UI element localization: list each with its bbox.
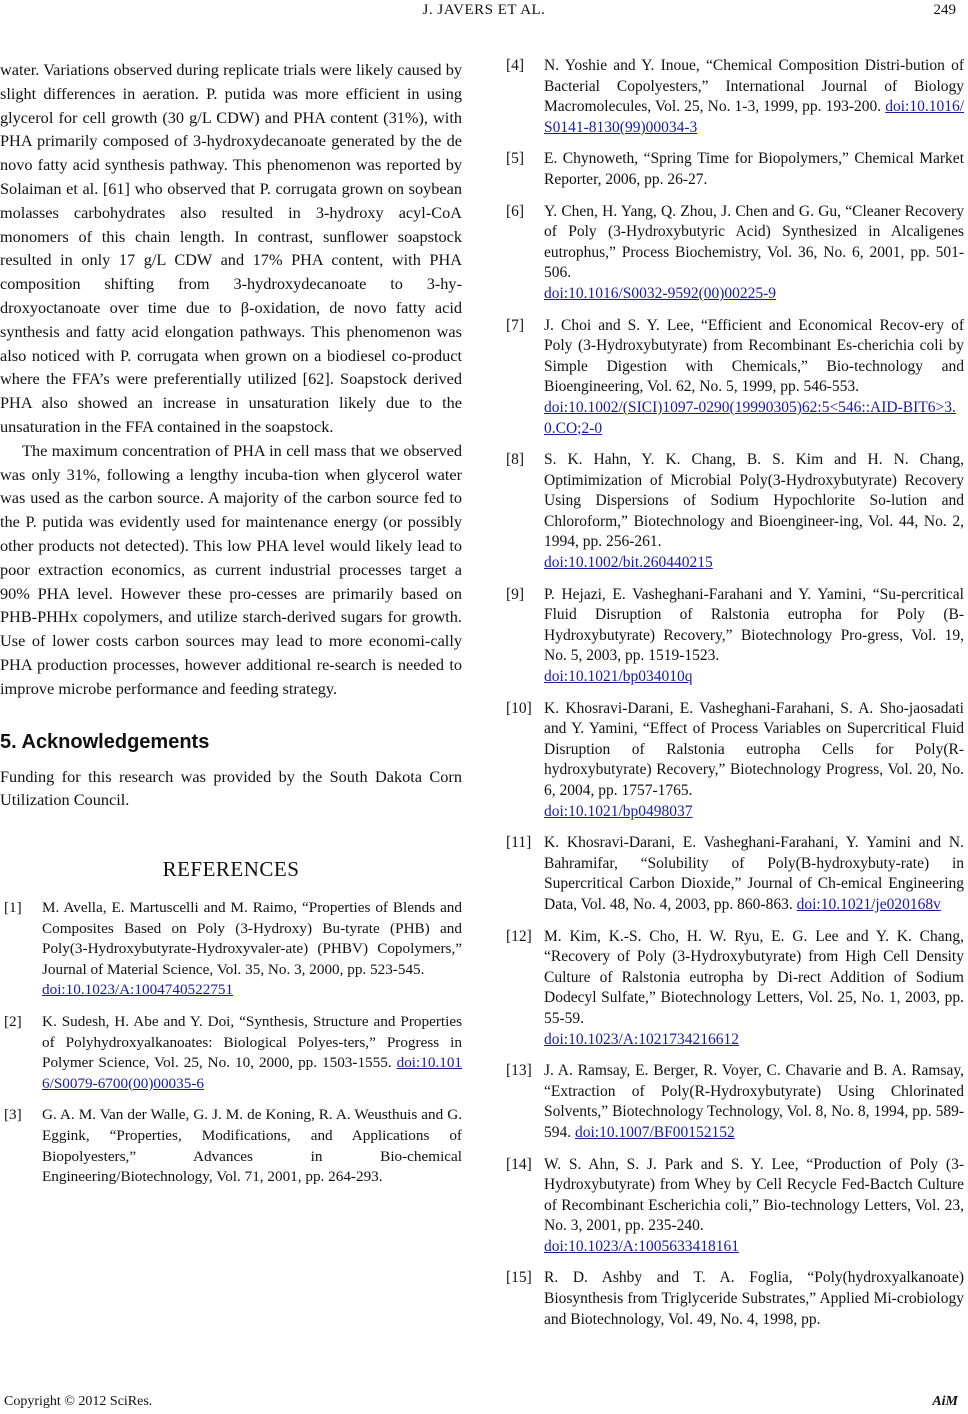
reference-text: S. K. Hahn, Y. K. Chang, B. S. Kim and H. N. Chang, Optimimization of Microbial Poly(3-Hydroxybutyrate) Recovery Using Dispersions of Sodium Hypochlorite So-lution and Chloroform,” Biotechnology and Bioengineer-ing, Vol. 44, No. 2, 1994, pp. 256-261. <box>544 451 964 551</box>
reference-list-left <box>0 898 462 1188</box>
doi-link[interactable]: doi:10.1021/je020168v <box>796 895 941 913</box>
page-number: 249 <box>933 2 956 18</box>
reference-text: J. Choi and S. Y. Lee, “Efficient and Economical Recov-ery of Poly (3-Hydroxybutyrate) from Recombinant Es-cherichia coli by Simple Digestion with Chemicals,” Bio-technology and Bioengineering, Vol. 62, No. 5, 1999, pp. 546-553. <box>544 316 964 396</box>
reference-number: [9] <box>506 585 525 603</box>
reference-item <box>506 1155 964 1258</box>
page-footer <box>0 1392 968 1412</box>
reference-number: [3] <box>4 1106 22 1124</box>
doi-link[interactable]: doi:10.1021/bp034010q <box>544 668 693 686</box>
reference-list-right <box>506 56 964 1330</box>
reference-item <box>506 56 964 138</box>
reference-number: [5] <box>506 150 525 168</box>
doi-link[interactable]: doi:10.1023/A:1004740522751 <box>42 981 234 999</box>
reference-text: R. D. Ashby and T. A. Foglia, “Poly(hydroxyalkanoate) Biosynthesis from Triglyceride Substrates,” Applied Mi-crobiology and Biotechnology, Vol. 49, No. 4, 1998, pp. <box>544 1269 964 1328</box>
reference-item <box>506 1061 964 1143</box>
reference-item <box>0 898 462 1001</box>
references-heading: REFERENCES <box>162 857 300 882</box>
copyright-notice: Copyright © 2012 SciRes. <box>4 1394 153 1409</box>
reference-number: [10] <box>506 699 532 717</box>
reference-text: P. Hejazi, E. Vasheghani-Farahani and Y. Yamini, “Su-percritical Fluid Disruption of Ralstonia eutropha for Poly (B-Hydroxybutyrate) Recovery,” Biotechnology Pro-gress, Vol. 19, No. 5, 2003, pp. 1519-1523. <box>544 585 964 665</box>
reference-item <box>506 450 964 574</box>
reference-item <box>506 202 964 305</box>
reference-number: [14] <box>506 1155 532 1173</box>
reference-text: J. A. Ramsay, E. Berger, R. Voyer, C. Chavarie and B. A. Ramsay, “Extraction of Poly(R-Hydroxybutyrate) Using Chlorinated Solvents,” Biotechnology Technology, Vol. 8, No. 8, 1994, pp. 589-594. <box>544 1062 964 1141</box>
reference-text: W. S. Ahn, S. J. Park and S. Y. Lee, “Production of Poly (3-Hydroxybutyrate) from Whey by Cell Recycle Fed-Bactch Culture of Recombinant Escherichia coli,” Bio-technology Letters, Vol. 23, No. 3, 2001, pp. 235-240. <box>544 1155 964 1235</box>
doi-link[interactable]: doi:10.1002/bit.260440215 <box>544 554 713 572</box>
reference-number: [11] <box>506 834 532 852</box>
reference-item <box>506 149 964 190</box>
reference-text: K. Khosravi-Darani, E. Vasheghani-Farahani, S. A. Sho-jaosadati and Y. Yamini, “Effect of Process Variables on Supercritical Fluid Disruption of Ralstonia eutropha Cells for Poly(R-hydroxybutyrate) Recovery,” Biotechnology Progress, Vol. 20, No. 6, 2004, pp. 1757-1765. <box>544 699 964 799</box>
doi-link[interactable]: doi:10.1016/S0032-9592(00)00225-9 <box>544 284 777 302</box>
reference-number: [4] <box>506 57 525 74</box>
reference-item <box>506 1268 964 1330</box>
running-title: J. JAVERS ET AL. <box>422 2 546 18</box>
acknowledgements-heading: 5. Acknowledgements <box>0 730 210 753</box>
reference-text: M. Avella, E. Martuscelli and M. Raimo, “Properties of Blends and Composites Based on Poly (3-Hydroxy) Bu-tyrate (PHB) and Poly(3-Hydroxybutyrate-Hydroxyvaler-ate) (PHBV) Copolymers,” Journal of Material Science, Vol. 35, No. 3, 2000, pp. 523-545. <box>42 899 462 978</box>
body-paragraph: water. Variations observed during replicate trials were likely caused by slight differences in aeration. P. putida was more efficient in using glycerol for cell growth (30 g/L CDW) and PHA content (31%), with PHA primarily composed of 3-hydroxydecanoate generated by the de novo fatty acid synthesis pathway. This phenomenon was reported by Solaiman et al. [61] who observed that P. corrugata grown on soybean molasses carbohydrates also resulted in 3-hydroxy acyl-CoA monomers of this chain length. In contrast, sunflower soapstock resulted in only 17 g/L CDW and 17% PHA content, with PHA composition shifting from 3-hydroxydecanoate to 3-hy-droxyoctanoate over time due to β-oxidation, de novo fatty acid synthesis and fatty acid elongation pathways. This phenomenon was also noticed with P. corrugata when grown on a biodiesel co-product where the FFA’s were preferentially utilized [62]. Soapstock derived PHA also showed an increase in unsaturation likely due to the unsaturation in the FFA contained in the soapstock. <box>0 60 462 436</box>
reference-number: [1] <box>4 899 22 917</box>
doi-link[interactable]: doi:10.1002/(SICI)1097-0290(19990305)62:5<546::AID-BIT6>3.0.CO;2-0 <box>544 398 956 437</box>
doi-link[interactable]: doi:10.1016/S0141-8130(99)00034-3 <box>544 98 964 136</box>
reference-item <box>506 927 964 1051</box>
reference-number: [7] <box>506 316 525 334</box>
doi-link[interactable]: doi:10.1016/S0079-6700(00)00035-6 <box>42 1054 463 1092</box>
reference-item <box>506 699 964 823</box>
doi-link[interactable]: doi:10.1021/bp0498037 <box>544 802 693 820</box>
journal-abbreviation: AiM <box>932 1394 958 1409</box>
reference-text: G. A. M. Van der Walle, G. J. M. de Koning, R. A. Weusthuis and G. Eggink, “Properties, Modifications, and Applications of Biopolyesters,” Advances in Bio-chemical Engineering/Biotechnology, Vol. 71, 2001, pp. 264-293. <box>42 1106 462 1186</box>
reference-number: [12] <box>506 927 532 945</box>
body-paragraph: The maximum concentration of PHA in cell mass that we observed was only 31%, following a lengthy incuba-tion when glycerol water was used as the carbon source. A majority of the carbon source fed to the P. putida was evidently used for maintenance energy (or possibly other products not detected). This low PHA level would likely lead to poor extraction economics, as current industrial processes target a 90% PHA level. However these pro-cesses are primarily based on PHB-PHHx copolymers, and utilize starch-derived sugars for growth. Use of lower costs carbon sources may lead to more economi-cally PHA production processes, however additional re-search is needed to improve microbe performance and feeding strategy. <box>0 440 462 698</box>
reference-number: [8] <box>506 451 525 469</box>
reference-item <box>506 833 964 915</box>
reference-text: M. Kim, K.-S. Cho, H. W. Ryu, E. G. Lee and Y. K. Chang, “Recovery of Poly (3-Hydroxybutyrate) from High Cell Density Culture of Ralstonia eutropha by Di-rect Addition of Sodium Dodecyl Sulfate,” Biotechnology Letters, Vol. 25, No. 1, 2003, pp. 55-59. <box>544 927 964 1027</box>
right-column <box>506 56 964 1341</box>
reference-number: [15] <box>506 1269 532 1287</box>
page-header <box>0 0 968 30</box>
left-column <box>0 58 462 1199</box>
reference-number: [6] <box>506 202 525 220</box>
doi-link[interactable]: doi:10.1007/BF00152152 <box>575 1123 735 1141</box>
reference-text: K. Sudesh, H. Abe and Y. Doi, “Synthesis, Structure and Properties of Polyhydroxyalkanoates: Biological Polyes-ters,” Progress in Polymer Science, Vol. 25, No. 10, 2000, pp. 1503-1555. <box>42 1013 462 1072</box>
acknowledgements-text: Funding for this research was provided by the South Dakota Corn Utilization Council. <box>0 766 462 810</box>
reference-text: K. Khosravi-Darani, E. Vasheghani-Farahani, Y. Yamini and N. Bahramifar, “Solubility of Poly(B-hydroxybuty-rate) in Supercritical Carbon Dioxide,” Journal of Ch-emical Engineering Data, Vol. 48, No. 4, 2003, pp. 860-863. <box>544 834 964 913</box>
reference-item <box>506 585 964 688</box>
reference-text: E. Chynoweth, “Spring Time for Biopolymers,” Chemical Market Reporter, 2006, pp. 26-27. <box>544 150 964 188</box>
reference-item <box>506 316 964 440</box>
reference-item <box>0 1012 462 1094</box>
doi-link[interactable]: doi:10.1023/A:1005633418161 <box>544 1237 740 1255</box>
reference-text: N. Yoshie and Y. Inoue, “Chemical Composition Distri-bution of Bacterial Copolyesters,” International Journal of Biology Macromolecules, Vol. 25, No. 1-3, 1999, pp. 193-200. <box>544 57 964 116</box>
doi-link[interactable]: doi:10.1023/A:1021734216612 <box>544 1030 740 1048</box>
reference-text: Y. Chen, H. Yang, Q. Zhou, J. Chen and G. Gu, “Cleaner Recovery of Poly (3-Hydroxybutyric Acid) Synthesized in Alcaligenes eutrophus,” Process Biochemistry, Vol. 36, No. 6, 2001, pp. 501-506. <box>544 202 964 282</box>
reference-number: [13] <box>506 1062 532 1080</box>
reference-number: [2] <box>4 1013 22 1031</box>
reference-item <box>0 1105 462 1187</box>
